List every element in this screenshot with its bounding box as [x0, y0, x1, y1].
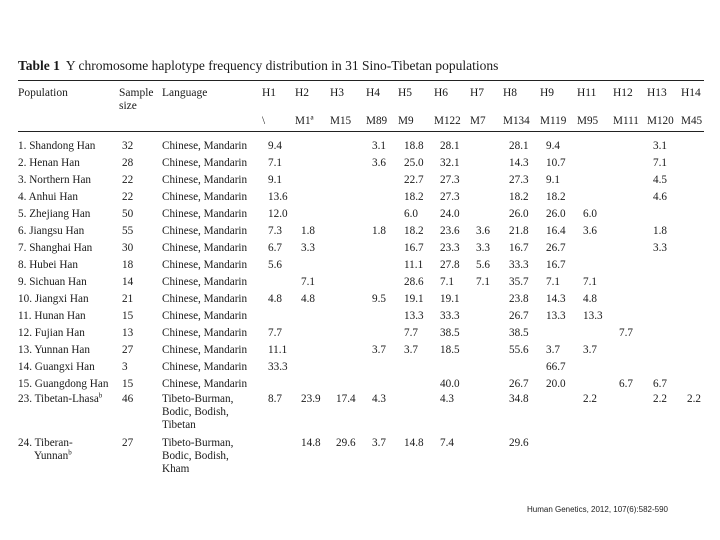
language-line: Chinese, Mandarin	[162, 378, 248, 390]
marker-label: M95	[577, 115, 599, 127]
frequency-cell: 6.0	[583, 208, 597, 220]
population-name	[18, 393, 102, 406]
frequency-cell: 33.3	[509, 259, 529, 271]
header-haplotype: H7	[470, 87, 485, 99]
population-name-text: 3. Northern Han	[18, 174, 92, 186]
frequency-cell: 4.6	[653, 191, 667, 203]
frequency-cell: 9.5	[372, 293, 386, 305]
frequency-cell: 14.3	[546, 293, 566, 305]
frequency-cell: 13.3	[583, 310, 603, 322]
language	[162, 242, 247, 255]
frequency-cell: 16.7	[546, 259, 566, 271]
frequency-cell: 5.6	[268, 259, 282, 271]
sample-size: 50	[122, 208, 134, 220]
frequency-cell: 7.1	[440, 276, 454, 288]
frequency-cell: 3.3	[301, 242, 315, 254]
frequency-cell: 4.3	[372, 393, 386, 405]
frequency-cell: 3.7	[372, 344, 386, 356]
header-language: Language	[162, 87, 208, 99]
sample-size: 55	[122, 225, 134, 237]
frequency-cell: 28.1	[509, 140, 529, 152]
frequency-cell: 34.8	[509, 393, 529, 405]
frequency-cell: 16.7	[404, 242, 424, 254]
frequency-cell: 6.7	[653, 378, 667, 390]
marker-label: M45	[681, 115, 703, 127]
population-name	[18, 208, 90, 221]
population-name-text: 9. Sichuan Han	[18, 276, 87, 288]
header-sample-size: Sample size	[119, 87, 154, 112]
population-name	[18, 259, 78, 272]
frequency-cell: 27.3	[440, 174, 460, 186]
frequency-cell: 23.3	[440, 242, 460, 254]
table-caption: Y chromosome haplotype frequency distribution in 31 Sino-Tibetan populations	[65, 58, 499, 73]
sample-size: 13	[122, 327, 134, 339]
table-label: Table 1	[18, 58, 60, 73]
frequency-cell: 9.4	[546, 140, 560, 152]
header-haplotype: H5	[398, 87, 413, 99]
sample-size: 3	[122, 361, 128, 373]
frequency-cell: 4.8	[301, 293, 315, 305]
frequency-cell: 23.8	[509, 293, 529, 305]
population-name-text: 14. Guangxi Han	[18, 361, 95, 373]
marker-label: M134	[503, 115, 530, 127]
header-haplotype: H8	[503, 87, 518, 99]
sample-size: 15	[122, 310, 134, 322]
language-line: Tibetan	[162, 419, 196, 431]
sample-size: 27	[122, 437, 134, 449]
language-line: Chinese, Mandarin	[162, 174, 248, 186]
language	[162, 208, 247, 221]
language	[162, 157, 247, 170]
frequency-cell: 3.7	[372, 437, 386, 449]
population-name-text: 12. Fujian Han	[18, 327, 85, 339]
frequency-cell: 9.1	[546, 174, 560, 186]
frequency-cell: 3.1	[372, 140, 386, 152]
frequency-cell: 4.5	[653, 174, 667, 186]
frequency-cell: 24.0	[440, 208, 460, 220]
frequency-cell: 25.0	[404, 157, 424, 169]
language	[162, 140, 247, 153]
frequency-cell: 11.1	[404, 259, 424, 271]
sample-size: 46	[122, 393, 134, 405]
frequency-cell: 18.2	[546, 191, 566, 203]
frequency-cell: 26.7	[509, 378, 529, 390]
frequency-cell: 55.6	[509, 344, 529, 356]
frequency-cell: 7.7	[619, 327, 633, 339]
frequency-cell: 2.2	[653, 393, 667, 405]
frequency-cell: 16.4	[546, 225, 566, 237]
frequency-cell: 3.6	[583, 225, 597, 237]
population-name-text: 11. Hunan Han	[18, 310, 86, 322]
frequency-cell: 27.3	[440, 191, 460, 203]
frequency-cell: 33.3	[440, 310, 460, 322]
marker-label: M119	[540, 115, 567, 127]
language	[162, 174, 247, 187]
frequency-cell: 22.7	[404, 174, 424, 186]
frequency-cell: 32.1	[440, 157, 460, 169]
population-name	[18, 310, 86, 323]
frequency-cell: 18.2	[404, 191, 424, 203]
population-name-text: 15. Guangdong Han	[18, 378, 109, 390]
language-line: Tibeto-Burman,	[162, 393, 234, 405]
header-haplotype: H11	[577, 87, 597, 99]
population-name-text: 2. Henan Han	[18, 157, 80, 169]
footnote-marker: b	[98, 391, 103, 400]
frequency-cell: 33.3	[268, 361, 288, 373]
frequency-cell: 19.1	[404, 293, 424, 305]
frequency-cell: 28.6	[404, 276, 424, 288]
language-line: Chinese, Mandarin	[162, 242, 248, 254]
language-line: Tibeto-Burman,	[162, 437, 234, 449]
marker-label: M122	[434, 115, 461, 127]
frequency-cell: 5.6	[476, 259, 490, 271]
frequency-cell: 7.1	[583, 276, 597, 288]
language-line: Chinese, Mandarin	[162, 191, 248, 203]
language-line: Chinese, Mandarin	[162, 344, 248, 356]
language-line: Chinese, Mandarin	[162, 208, 248, 220]
language-line: Bodic, Bodish,	[162, 406, 229, 418]
sample-size: 28	[122, 157, 134, 169]
header-haplotype: H1	[262, 87, 277, 99]
population-name	[18, 378, 108, 391]
frequency-cell: 7.1	[476, 276, 490, 288]
marker-label: M15	[330, 115, 352, 127]
population-name	[18, 157, 80, 170]
frequency-cell: 1.8	[653, 225, 667, 237]
sample-size: 30	[122, 242, 134, 254]
population-name	[18, 225, 84, 238]
language	[162, 437, 233, 476]
frequency-cell: 20.0	[546, 378, 566, 390]
language-line: Chinese, Mandarin	[162, 327, 248, 339]
population-name	[18, 327, 85, 340]
marker-label: M89	[366, 115, 388, 127]
frequency-cell: 14.3	[509, 157, 529, 169]
population-name	[18, 174, 91, 187]
frequency-cell: 26.0	[546, 208, 566, 220]
frequency-cell: 7.4	[440, 437, 454, 449]
header-haplotype: H6	[434, 87, 449, 99]
language	[162, 191, 247, 204]
population-name-text: 8. Hubei Han	[18, 259, 78, 271]
population-name	[18, 276, 87, 289]
header-haplotype: H9	[540, 87, 555, 99]
population-name	[18, 242, 92, 255]
sample-size: 32	[122, 140, 134, 152]
language-line: Chinese, Mandarin	[162, 276, 248, 288]
language	[162, 361, 247, 374]
header-haplotype: H3	[330, 87, 345, 99]
table-header-rule	[18, 131, 704, 132]
population-name-text: 13. Yunnan Han	[18, 344, 90, 356]
language-line: Chinese, Mandarin	[162, 293, 248, 305]
language-line: Chinese, Mandarin	[162, 259, 248, 271]
population-name-text: 10. Jiangxi Han	[18, 293, 89, 305]
frequency-cell: 26.0	[509, 208, 529, 220]
frequency-cell: 29.6	[509, 437, 529, 449]
citation: Human Genetics, 2012, 107(6):582-590	[527, 505, 668, 514]
population-name	[18, 293, 89, 306]
frequency-cell: 16.7	[509, 242, 529, 254]
population-name-text: 6. Jiangsu Han	[18, 225, 85, 237]
header-haplotype: H13	[647, 87, 667, 99]
frequency-cell: 26.7	[546, 242, 566, 254]
frequency-cell: 3.1	[653, 140, 667, 152]
language-line: Kham	[162, 463, 190, 475]
frequency-cell: 3.7	[546, 344, 560, 356]
language-line: Chinese, Mandarin	[162, 361, 248, 373]
header-haplotype: H14	[681, 87, 701, 99]
frequency-cell: 7.1	[546, 276, 560, 288]
frequency-cell: 6.7	[268, 242, 282, 254]
language-line: Chinese, Mandarin	[162, 225, 248, 237]
frequency-cell: 38.5	[440, 327, 460, 339]
header-haplotype: H12	[613, 87, 633, 99]
population-name-text: 7. Shanghai Han	[18, 242, 93, 254]
frequency-cell: 7.1	[301, 276, 315, 288]
frequency-cell: 3.3	[653, 242, 667, 254]
header-population: Population	[18, 87, 68, 99]
frequency-cell: 27.8	[440, 259, 460, 271]
frequency-cell: 7.1	[653, 157, 667, 169]
sample-size: 22	[122, 174, 134, 186]
marker-label: M7	[470, 115, 486, 127]
frequency-cell: 4.8	[268, 293, 282, 305]
population-name	[18, 140, 95, 153]
sample-size: 27	[122, 344, 134, 356]
frequency-cell: 3.6	[476, 225, 490, 237]
language	[162, 393, 233, 432]
frequency-cell: 2.2	[583, 393, 597, 405]
sample-size: 14	[122, 276, 134, 288]
frequency-cell: 3.3	[476, 242, 490, 254]
frequency-cell: 4.8	[583, 293, 597, 305]
marker-label: M1ª	[295, 115, 314, 127]
frequency-cell: 13.6	[268, 191, 288, 203]
marker-label: \	[262, 115, 266, 127]
population-name-text: 23. Tibetan-Lhasa	[18, 393, 99, 405]
table-title	[18, 58, 498, 74]
frequency-cell: 13.3	[404, 310, 424, 322]
language	[162, 378, 247, 391]
frequency-cell: 18.8	[404, 140, 424, 152]
language	[162, 344, 247, 357]
language	[162, 310, 247, 323]
frequency-cell: 8.7	[268, 393, 282, 405]
population-name-text: 1. Shandong Han	[18, 140, 96, 152]
frequency-cell: 1.8	[301, 225, 315, 237]
frequency-cell: 40.0	[440, 378, 460, 390]
header-haplotype: H2	[295, 87, 310, 99]
frequency-cell: 18.5	[440, 344, 460, 356]
frequency-cell: 7.7	[404, 327, 418, 339]
frequency-cell: 6.0	[404, 208, 418, 220]
frequency-cell: 10.7	[546, 157, 566, 169]
frequency-cell: 35.7	[509, 276, 529, 288]
footnote-marker: b	[68, 448, 72, 457]
frequency-cell: 14.8	[404, 437, 424, 449]
frequency-cell: 23.9	[301, 393, 321, 405]
population-name-text: 4. Anhui Han	[18, 191, 78, 203]
language-line: Chinese, Mandarin	[162, 310, 248, 322]
frequency-cell: 26.7	[509, 310, 529, 322]
language-line: Chinese, Mandarin	[162, 140, 248, 152]
marker-label: M111	[613, 115, 639, 127]
sample-size: 18	[122, 259, 134, 271]
frequency-cell: 6.7	[619, 378, 633, 390]
population-name-text: 5. Zhejiang Han	[18, 208, 91, 220]
sample-size: 21	[122, 293, 134, 305]
frequency-cell: 9.4	[268, 140, 282, 152]
language	[162, 327, 247, 340]
language	[162, 293, 247, 306]
population-name	[18, 191, 78, 204]
frequency-cell: 2.2	[687, 393, 701, 405]
frequency-cell: 17.4	[336, 393, 356, 405]
sample-size: 15	[122, 378, 134, 390]
frequency-cell: 3.7	[583, 344, 597, 356]
language-line: Bodic, Bodish,	[162, 450, 229, 462]
frequency-cell: 18.2	[509, 191, 529, 203]
frequency-cell: 11.1	[268, 344, 288, 356]
frequency-cell: 7.3	[268, 225, 282, 237]
language	[162, 276, 247, 289]
frequency-cell: 38.5	[509, 327, 529, 339]
population-name	[18, 361, 95, 374]
header-haplotype: H4	[366, 87, 381, 99]
frequency-cell: 21.8	[509, 225, 529, 237]
marker-label: M120	[647, 115, 674, 127]
frequency-cell: 23.6	[440, 225, 460, 237]
frequency-cell: 13.3	[546, 310, 566, 322]
population-name-text: 24. Tiberan-	[18, 437, 73, 449]
population-name	[18, 344, 90, 357]
table-top-rule	[18, 80, 704, 81]
population-name-line2: Yunnan	[34, 450, 69, 462]
population-name	[18, 437, 73, 463]
language-line: Chinese, Mandarin	[162, 157, 248, 169]
frequency-cell: 18.2	[404, 225, 424, 237]
frequency-cell: 7.1	[268, 157, 282, 169]
language	[162, 225, 247, 238]
frequency-cell: 14.8	[301, 437, 321, 449]
marker-label: M9	[398, 115, 414, 127]
frequency-cell: 19.1	[440, 293, 460, 305]
frequency-cell: 27.3	[509, 174, 529, 186]
frequency-cell: 28.1	[440, 140, 460, 152]
frequency-cell: 29.6	[336, 437, 356, 449]
sample-size: 22	[122, 191, 134, 203]
language	[162, 259, 247, 272]
frequency-cell: 7.7	[268, 327, 282, 339]
frequency-cell: 3.7	[404, 344, 418, 356]
frequency-cell: 12.0	[268, 208, 288, 220]
frequency-cell: 4.3	[440, 393, 454, 405]
frequency-cell: 3.6	[372, 157, 386, 169]
frequency-cell: 1.8	[372, 225, 386, 237]
frequency-cell: 9.1	[268, 174, 282, 186]
frequency-cell: 66.7	[546, 361, 566, 373]
